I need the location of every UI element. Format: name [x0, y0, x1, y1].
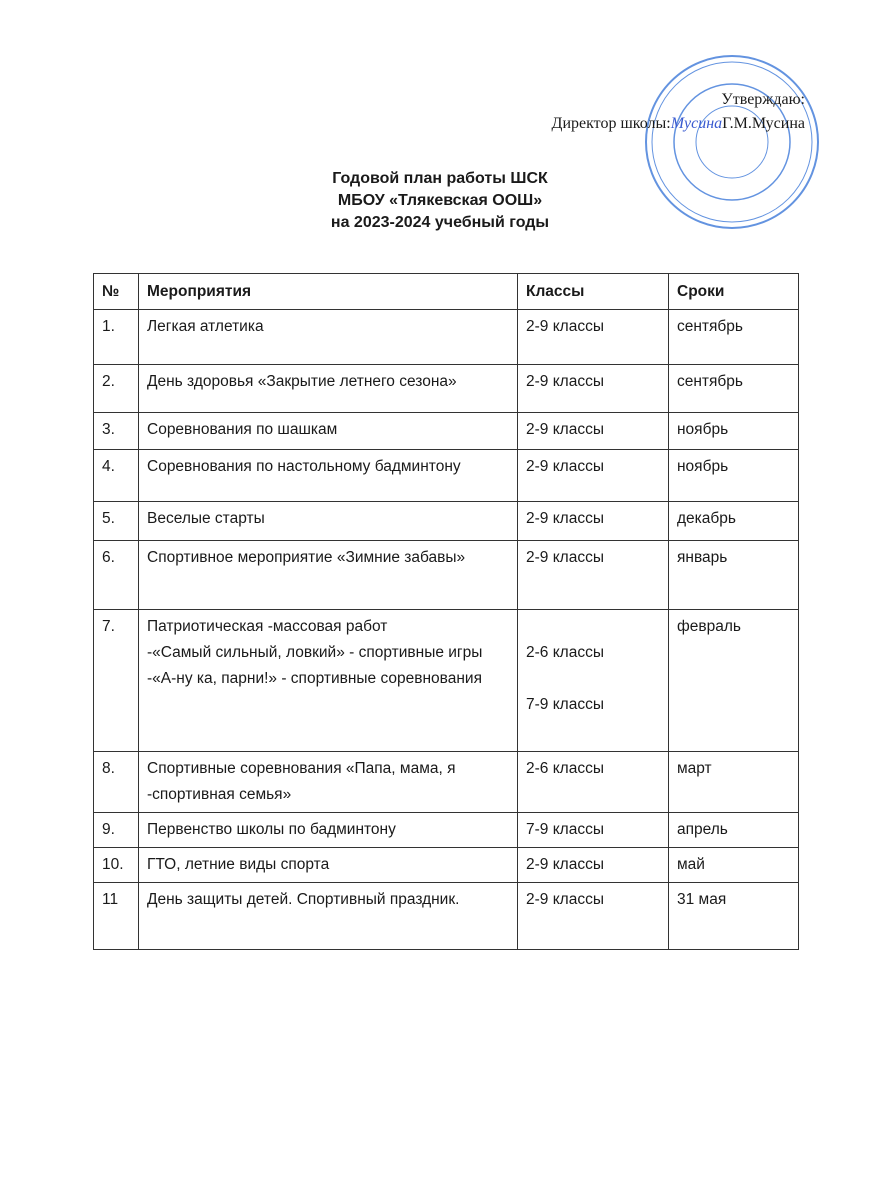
event-text: -«Самый сильный, ловкий» - спортивные игры — [147, 644, 483, 661]
row-number: 2. — [94, 365, 139, 413]
table-row — [94, 848, 799, 883]
dates-cell: май — [669, 848, 799, 883]
classes-text: 2-9 классы — [526, 318, 604, 335]
event-text: Легкая атлетика — [147, 318, 264, 335]
header-dates: Сроки — [669, 274, 799, 310]
page-title — [230, 168, 650, 234]
row-number: 9. — [94, 813, 139, 848]
row-number: 8. — [94, 752, 139, 813]
plan-table — [93, 273, 799, 950]
dates-cell: март — [669, 752, 799, 813]
classes-text: 2-6 классы — [526, 760, 604, 777]
signature: Мусина — [670, 115, 723, 132]
classes-text: 2-9 классы — [526, 549, 604, 566]
classes-cell — [518, 365, 669, 413]
classes-cell — [518, 848, 669, 883]
header-event: Мероприятия — [139, 274, 518, 310]
header-classes: Классы — [518, 274, 669, 310]
row-number: 4. — [94, 450, 139, 502]
classes-cell — [518, 310, 669, 365]
row-number: 1. — [94, 310, 139, 365]
table-row — [94, 883, 799, 950]
header-number: № — [94, 274, 139, 310]
dates-cell: ноябрь — [669, 413, 799, 450]
dates-cell: сентябрь — [669, 310, 799, 365]
table-row — [94, 752, 799, 813]
table-row — [94, 502, 799, 541]
classes-text: 2-9 классы — [526, 510, 604, 527]
classes-text: 2-9 классы — [526, 856, 604, 873]
title-line-2: МБОУ «Тлякевская ООШ» — [337, 192, 543, 209]
event-text: -«А-ну ка, парни!» - спортивные соревнования — [147, 670, 482, 687]
table-row — [94, 365, 799, 413]
event-cell — [139, 610, 518, 752]
dates-cell: ноябрь — [669, 450, 799, 502]
event-text: Первенство школы по бадминтону — [147, 821, 396, 838]
event-text: День защиты детей. Спортивный праздник. — [147, 891, 460, 908]
row-number: 5. — [94, 502, 139, 541]
classes-cell — [518, 813, 669, 848]
event-cell — [139, 883, 518, 950]
row-number: 3. — [94, 413, 139, 450]
classes-text: 7-9 классы — [526, 821, 604, 838]
event-text: Веселые старты — [147, 510, 265, 527]
event-cell — [139, 752, 518, 813]
classes-cell — [518, 752, 669, 813]
dates-cell: декабрь — [669, 502, 799, 541]
event-cell — [139, 813, 518, 848]
event-text: Спортивное мероприятие «Зимние забавы» — [147, 549, 466, 566]
event-cell — [139, 502, 518, 541]
classes-text: 2-9 классы — [526, 458, 604, 475]
event-text: Патриотическая -массовая работ — [147, 618, 388, 635]
classes-cell — [518, 413, 669, 450]
event-text: Спортивные соревнования «Папа, мама, я -спортивная семья» — [147, 760, 456, 803]
table-row — [94, 610, 799, 752]
classes-text: 7-9 классы — [526, 696, 604, 713]
classes-text: 2-9 классы — [526, 373, 604, 390]
classes-cell — [518, 450, 669, 502]
event-cell — [139, 310, 518, 365]
title-line-1: Годовой план работы ШСК — [332, 170, 548, 187]
row-number: 10. — [94, 848, 139, 883]
school-stamp — [642, 52, 822, 232]
dates-cell: 31 мая — [669, 883, 799, 950]
table-header — [94, 274, 799, 310]
approval-heading: Утверждаю: — [721, 91, 805, 108]
event-text: День здоровья «Закрытие летнего сезона» — [147, 373, 457, 390]
table-row — [94, 813, 799, 848]
event-text: ГТО, летние виды спорта — [147, 856, 330, 873]
event-text: Соревнования по настольному бадминтону — [147, 458, 461, 475]
event-cell — [139, 541, 518, 610]
classes-cell — [518, 541, 669, 610]
event-cell — [139, 413, 518, 450]
dates-cell: январь — [669, 541, 799, 610]
dates-cell: сентябрь — [669, 365, 799, 413]
dates-cell: февраль — [669, 610, 799, 752]
row-number: 11 — [94, 883, 139, 950]
director-name: Г.М.Мусина — [722, 115, 805, 132]
event-cell — [139, 450, 518, 502]
event-cell — [139, 365, 518, 413]
classes-text: 2-9 классы — [526, 891, 604, 908]
dates-cell: апрель — [669, 813, 799, 848]
classes-cell — [518, 610, 669, 752]
table-row — [94, 413, 799, 450]
classes-cell — [518, 883, 669, 950]
classes-cell — [518, 502, 669, 541]
table-row — [94, 450, 799, 502]
title-line-3: на 2023-2024 учебный годы — [330, 214, 550, 231]
table-row — [94, 541, 799, 610]
event-cell — [139, 848, 518, 883]
table-row — [94, 310, 799, 365]
classes-text: 2-9 классы — [526, 421, 604, 438]
row-number: 7. — [94, 610, 139, 752]
director-label: Директор школы: — [551, 115, 671, 132]
classes-text: 2-6 классы — [526, 644, 604, 661]
approval-block — [552, 88, 805, 136]
event-text: Соревнования по шашкам — [147, 421, 338, 438]
row-number: 6. — [94, 541, 139, 610]
